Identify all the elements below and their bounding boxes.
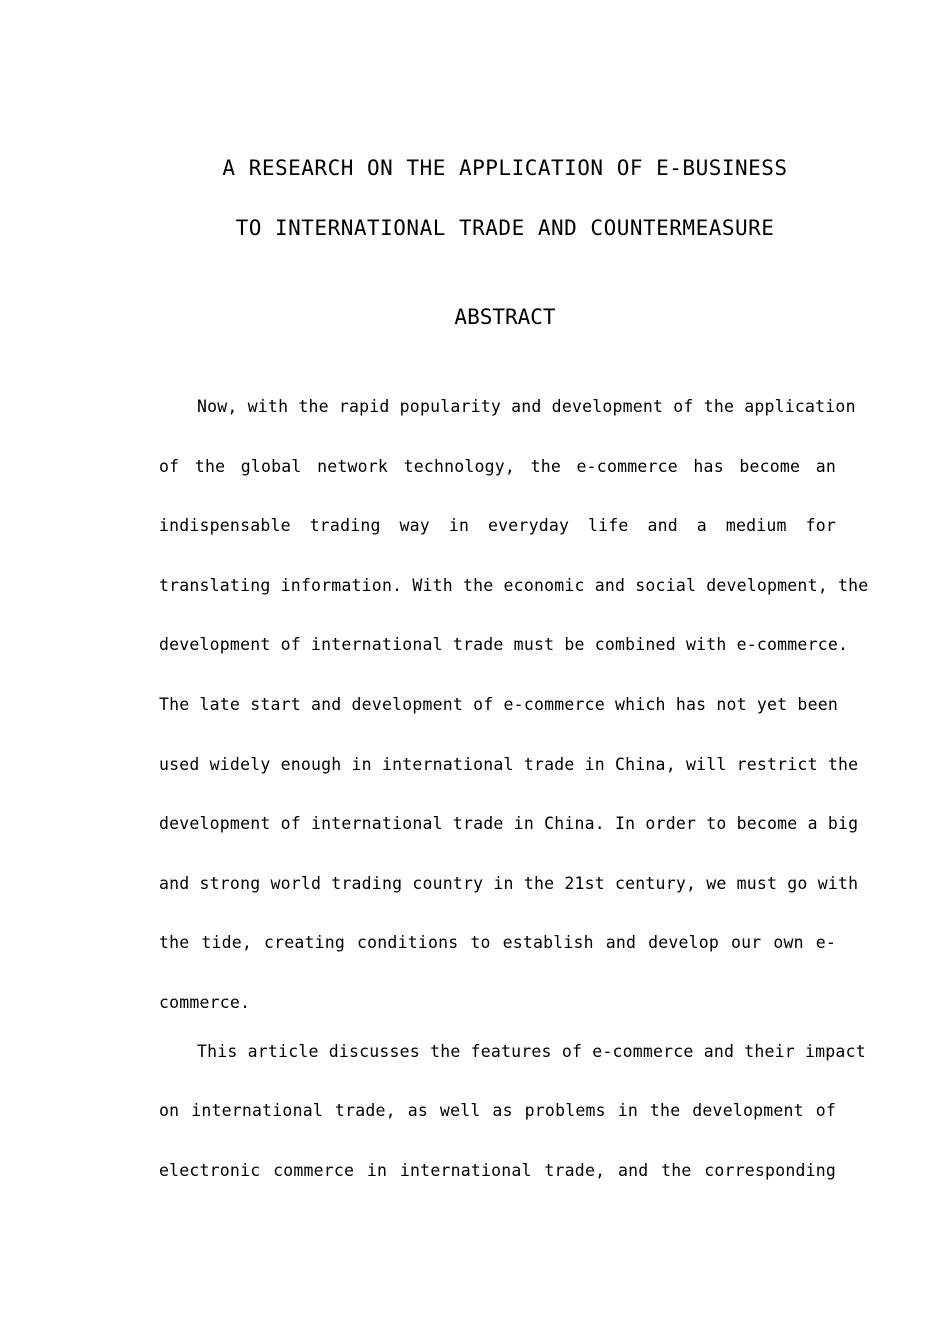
paragraph-1-line-10: the tide, creating conditions to establish and develop our own e- [159, 933, 836, 952]
paragraph-1-line-4: translating information. With the economic and social development, the [159, 576, 869, 595]
document-title-line-2: TO INTERNATIONAL TRADE AND COUNTERMEASURE [235, 216, 775, 240]
paragraph-1-line-9: and strong world trading country in the 21st century, we must go with [159, 874, 859, 893]
paragraph-1-line-8: development of international trade in China. In order to become a big [159, 814, 859, 833]
paragraph-1-line-11: commerce. [159, 993, 251, 1012]
document-title-line-1: A RESEARCH ON THE APPLICATION OF E-BUSINESS [222, 156, 788, 180]
paragraph-2-line-1: This article discusses the features of e-commerce and their impact [197, 1042, 866, 1061]
paragraph-1-line-3: indispensable trading way in everyday life and a medium for [159, 516, 836, 535]
paragraph-1-line-6: The late start and development of e-commerce which has not yet been [159, 695, 838, 714]
paragraph-2-line-2: on international trade, as well as problems in the development of [159, 1101, 836, 1120]
paragraph-1-line-2: of the global network technology, the e-commerce has become an [159, 457, 836, 476]
paragraph-1-line-5: development of international trade must be combined with e-commerce. [159, 635, 849, 654]
paragraph-1-line-1: Now, with the rapid popularity and development of the application [197, 397, 856, 416]
abstract-heading: ABSTRACT [454, 305, 556, 329]
paragraph-2-line-3: electronic commerce in international trade, and the corresponding [159, 1161, 836, 1180]
paragraph-1-line-7: used widely enough in international trade in China, will restrict the [159, 755, 859, 774]
